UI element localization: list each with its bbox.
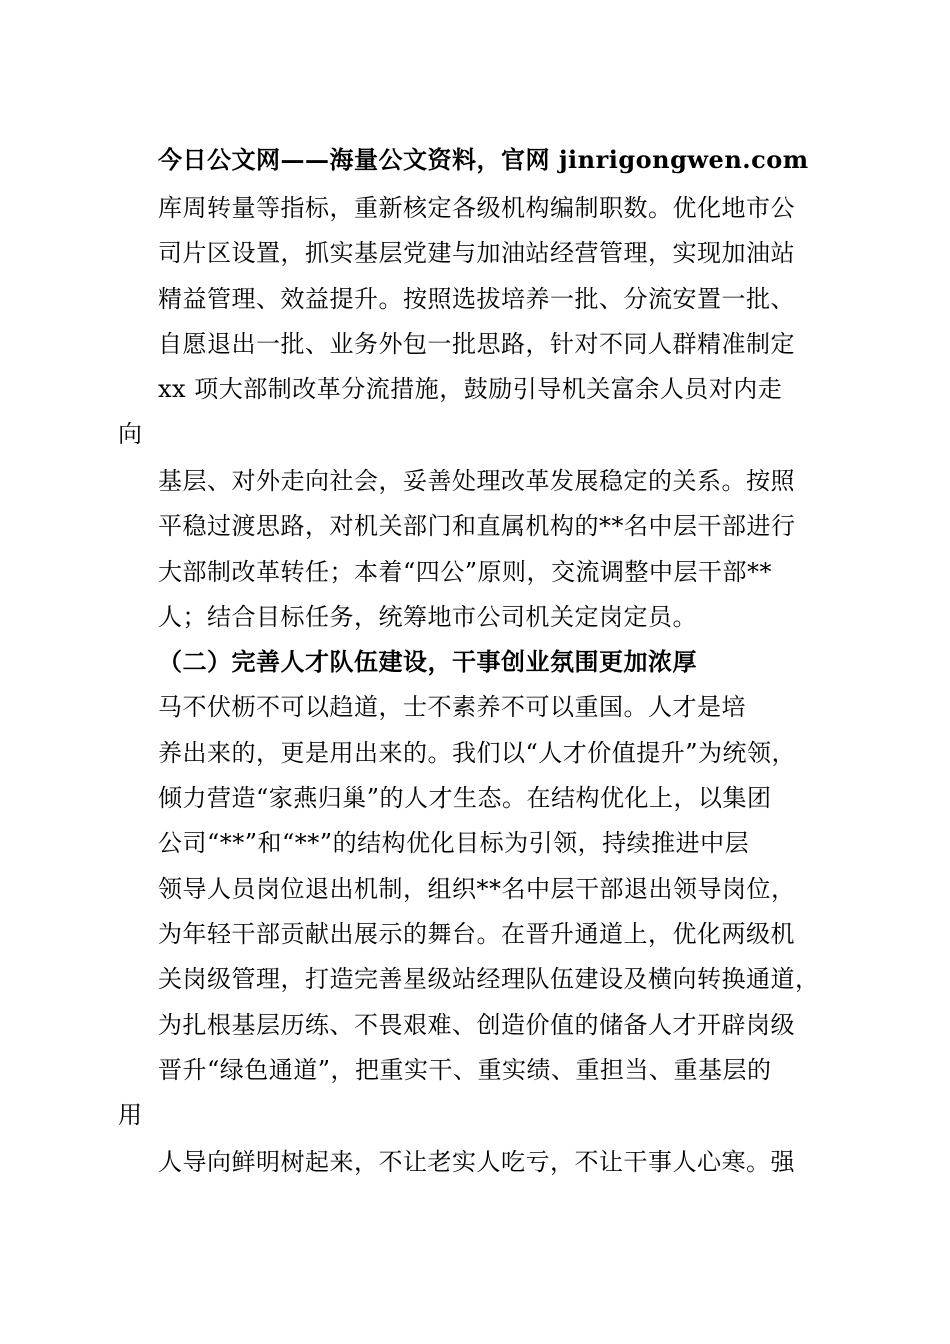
paragraph-line: xx 项大部制改革分流措施，鼓励引导机关富余人员对内走	[158, 375, 783, 403]
paragraph-line: 平稳过渡思路，对机关部门和直属机构的**名中层干部进行	[158, 512, 796, 540]
paragraph-line: 基层、对外走向社会，妥善处理改革发展稳定的关系。按照	[158, 467, 795, 495]
section-heading: （二）完善人才队伍建设，干事创业氛围更加浓厚	[158, 647, 697, 676]
paragraph-line: 用	[118, 1101, 143, 1129]
paragraph-line: 公司“**”和“**”的结构优化目标为引领，持续推进中层	[158, 829, 750, 857]
paragraph-line: 马不伏枥不可以趋道，士不素养不可以重国。人才是培	[158, 693, 746, 721]
paragraph-line: 大部制改革转任；本着“四公”原则，交流调整中层干部**	[158, 558, 773, 586]
paragraph-line: 司片区设置，抓实基层党建与加油站经营管理，实现加油站	[158, 239, 795, 267]
paragraph-line: 向	[118, 420, 143, 448]
paragraph-line: 精益管理、效益提升。按照选拔培养一批、分流安置一批、	[158, 285, 795, 313]
paragraph-line: 关岗级管理，打造完善星级站经理队伍建设及横向转换通道，	[158, 965, 820, 993]
paragraph-line: 为扎根基层历练、不畏艰难、创造价值的储备人才开辟岗级	[158, 1011, 795, 1039]
paragraph-line: 人导向鲜明树起来，不让老实人吃亏，不让干事人心寒。强	[158, 1148, 795, 1176]
paragraph-line: 养出来的，更是用出来的。我们以“人才价值提升”为统领，	[158, 739, 797, 767]
paragraph-line: 自愿退出一批、业务外包一批思路，针对不同人群精准制定	[158, 330, 795, 358]
paragraph-line: 倾力营造“家燕归巢”的人才生态。在结构优化上，以集团	[158, 784, 772, 812]
paragraph-line: 人；结合目标任务，统筹地市公司机关定岗定员。	[158, 603, 697, 631]
paragraph-line: 领导人员岗位退出机制，组织**名中层干部退出领导岗位，	[158, 875, 796, 903]
site-header: 今日公文网——海量公文资料，官网 jinrigongwen.com	[158, 145, 809, 174]
paragraph-line: 库周转量等指标，重新核定各级机构编制职数。优化地市公	[158, 194, 795, 222]
paragraph-line: 为年轻干部贡献出展示的舞台。在晋升通道上，优化两级机	[158, 920, 795, 948]
paragraph-line: 晋升“绿色通道”，把重实干、重实绩、重担当、重基层的	[158, 1056, 772, 1084]
